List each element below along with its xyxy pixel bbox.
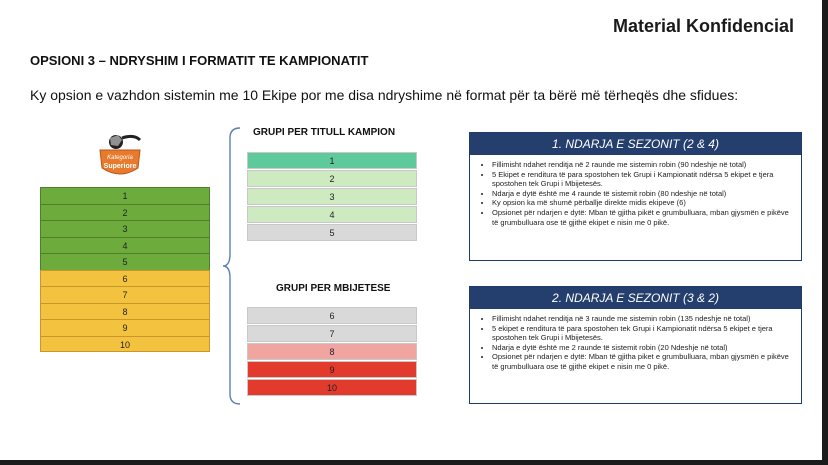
group-row: 3 — [247, 188, 417, 205]
ranking-row: 8 — [40, 303, 210, 320]
ranking-row: 6 — [40, 270, 210, 287]
group-title-champion: GRUPI PER TITULL KAMPION — [253, 127, 396, 138]
champion-group-table — [247, 152, 417, 242]
league-logo-icon — [94, 132, 146, 182]
group-title-survival: GRUPI PER MBIJETESE — [276, 283, 391, 294]
bullet-item: • Fillimisht ndahet renditja në 2 raunde me sistemin robin (90 ndeshje në total) — [492, 160, 795, 170]
info-box-option-1 — [469, 132, 802, 261]
group-row: 2 — [247, 170, 417, 187]
bullet-item: • Opsionet për ndarjen e dytë: Mban të gjitha piket e grumbulluara, mban gjysmën e pikëve të grumbulluara ose të gjithë ekipet e nisin me 0 pikë. — [492, 352, 795, 371]
bullet-list — [484, 160, 795, 227]
group-row: 1 — [247, 152, 417, 169]
ranking-row: 1 — [40, 187, 210, 204]
ranking-row: 3 — [40, 220, 210, 237]
survival-group-table — [247, 307, 417, 397]
bullet-item: • Ndarja e dytë është me 4 raunde të sistemit robin (80 ndeshje në total) — [492, 189, 795, 199]
group-row: 7 — [247, 325, 417, 342]
ranking-row: 9 — [40, 319, 210, 336]
group-row: 4 — [247, 206, 417, 223]
bullet-item: • Ky opsion ka më shumë përballje direkte midis ekipeve (6) — [492, 198, 795, 208]
info-box-title: 2. NDARJA E SEZONIT (3 & 2) — [470, 287, 801, 309]
bullet-item: • Ndarja e dytë është me 2 raunde të sistemit robin (20 Ndeshje në total) — [492, 343, 795, 353]
logo-line2: Superiore — [103, 163, 137, 170]
group-row: 9 — [247, 361, 417, 378]
confidential-label: Material Konfidencial — [612, 16, 794, 36]
info-box-title: 1. NDARJA E SEZONIT (2 & 4) — [470, 133, 801, 155]
bullet-item: • 5 Ekipet e renditura të para spostohen tek Grupi i Kampionatit ndërsa 5 ekipet e tjera spostohen tek Grupi i Mbijetesës. — [492, 170, 795, 189]
group-row: 6 — [247, 307, 417, 324]
ranking-table — [40, 187, 210, 352]
bullet-item: • Fillimisht ndahet renditja në 3 raunde me sistemin robin (135 ndeshje në total) — [492, 314, 795, 324]
brace-icon — [222, 126, 242, 406]
bullet-list — [484, 314, 795, 372]
ranking-row: 10 — [40, 336, 210, 353]
info-box-option-2 — [469, 286, 802, 404]
group-row: 10 — [247, 379, 417, 396]
group-row: 8 — [247, 343, 417, 360]
bullet-item: • 5 ekipet e renditura të para spostohen tek Grupi i Kampionatit ndërsa 5 ekipet e tjera spostohen tek Grupi i Mbijetesës. — [492, 324, 795, 343]
logo-line1: Kategoria — [107, 155, 133, 161]
ranking-row: 5 — [40, 253, 210, 270]
ranking-row: 7 — [40, 286, 210, 303]
page-title: OPSIONI 3 – NDRYSHIM I FORMATIT TE KAMPIONATIT — [30, 53, 369, 68]
group-row: 5 — [247, 224, 417, 241]
ranking-row: 2 — [40, 204, 210, 221]
ranking-row: 4 — [40, 237, 210, 254]
intro-text: Ky opsion e vazhdon sistemin me 10 Ekipe por me disa ndryshime në format për ta bërë më tërheqës dhe sfidues: — [30, 87, 739, 103]
bullet-item: • Opsionet për ndarjen e dytë: Mban të gjitha pikët e grumbulluara, mban gjysmën e pikëve të grumbulluara ose të gjithë ekipet e nisin me 0 pikë. — [492, 208, 795, 227]
